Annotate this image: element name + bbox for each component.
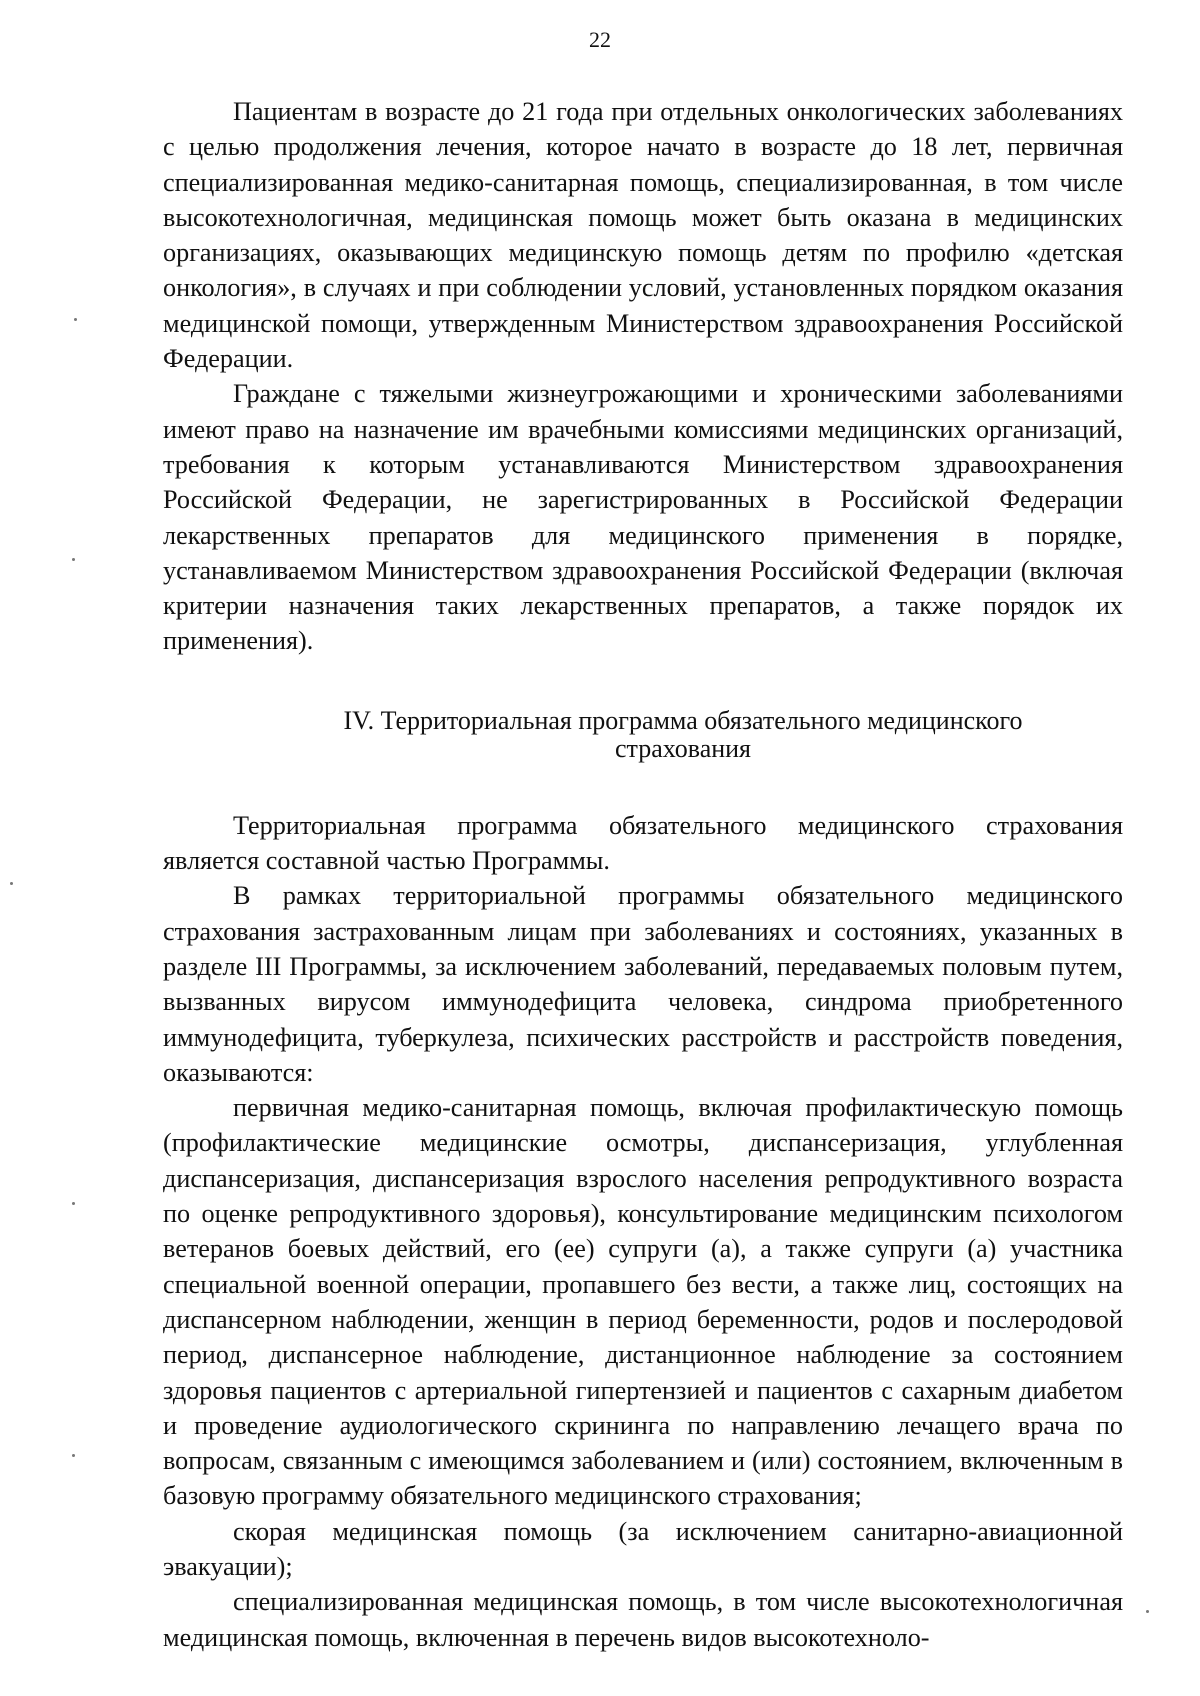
scan-speck — [72, 558, 75, 561]
scan-speck — [72, 1202, 75, 1205]
paragraph-emergency-care: скорая медицинская помощь (за исключением санитарно-авиационной эвакуации); — [163, 1516, 1123, 1581]
paragraph-scope: В рамках территориальной программы обязательного медицинского страхования застрахованным лицам при заболеваниях и состояниях, указанных в разделе III Программы, за исключением заболеваний, передаваемых половым путем, вызванных вирусом иммунодефицита человека, синдрома приобретенного иммунодефицита, туберкулеза, психических расстройств и расстройств поведения, оказываются: — [163, 881, 1123, 1087]
page-number: 22 — [589, 27, 611, 52]
paragraph-program-part: Территориальная программа обязательного медицинского страхования является составной частью Программы. — [163, 810, 1123, 876]
document-body — [163, 94, 1123, 1655]
scan-speck — [1146, 1610, 1149, 1613]
scan-speck — [10, 882, 13, 885]
scan-speck — [72, 1454, 75, 1457]
paragraph-specialized-care: специализированная медицинская помощь, в том числе высокотехнологичная медицинская помощь, включенная в перечень видов высокотехноло- — [163, 1587, 1123, 1652]
scan-speck — [74, 318, 77, 321]
paragraph-unregistered-drugs: Граждане с тяжелыми жизнеугрожающими и хроническими заболеваниями имеют право на назначение им врачебными комиссиями медицинских организаций, требования к которым устанавливаются Министерством здравоохранения Российской Федерации, не зарегистрированных в Российской Федерации лекарственных препаратов для медицинского применения в порядке, устанавливаемом Министерством здравоохранения Российской Федерации (включая критерии назначения таких лекарственных препаратов, а также порядок их применения). — [163, 379, 1123, 656]
section-heading-line-2: страхования — [614, 733, 752, 763]
section-heading — [163, 707, 1123, 763]
section-heading-line-1: IV. Территориальная программа обязательного медицинского — [343, 705, 1023, 735]
paragraph-pediatric-oncology: Пациентам в возрасте до 21 года при отдельных онкологических заболеваниях с целью продолжения лечения, которое начато в возрасте до 18 лет, первичная специализированная медико-санитарная помощь, специализированная, в том числе высокотехнологичная, медицинская помощь может быть оказана в медицинских организациях, оказывающих медицинскую помощь детям по профилю «детская онкология», в случаях и при соблюдении условий, установленных порядком оказания медицинской помощи, утвержденным Министерством здравоохранения Российской Федерации. — [163, 97, 1123, 374]
paragraph-primary-care: первичная медико-санитарная помощь, включая профилактическую помощь (профилактические медицинские осмотры, диспансеризация, углубленная диспансеризация, диспансеризация взрослого населения репродуктивного возраста по оценке репродуктивного здоровья), консультирование медицинским психологом ветеранов боевых действий, его (ее) супруги (а), а также супруги (а) участника специальной военной операции, пропавшего без вести, а также лиц, состоящих на диспансерном наблюдении, женщин в период беременности, родов и послеродовой период, диспансерное наблюдение, дистанционное наблюдение за состоянием здоровья пациентов с артериальной гипертензией и пациентов с сахарным диабетом и проведение аудиологического скрининга по направлению лечащего врача по вопросам, связанным с имеющимся заболеванием и (или) состоянием, включенным в базовую программу обязательного медицинского страхования; — [163, 1093, 1123, 1511]
